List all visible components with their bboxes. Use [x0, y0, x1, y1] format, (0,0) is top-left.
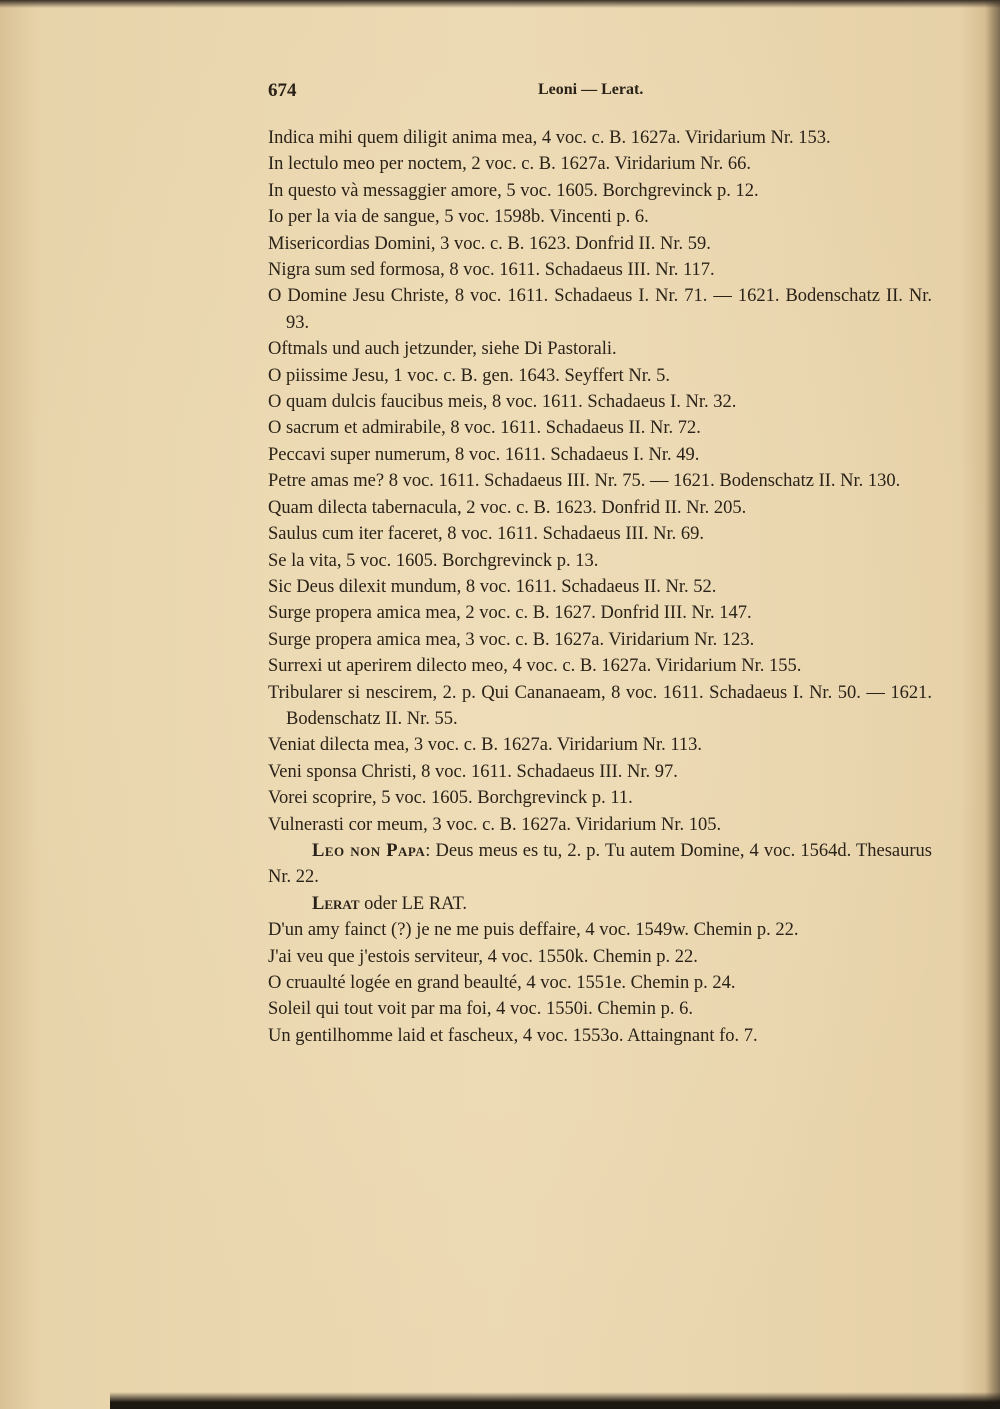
list-item: J'ai veu que j'estois serviteur, 4 voc. 1550k. Chemin p. 22.: [268, 946, 698, 967]
list-item: O quam dulcis faucibus meis, 8 voc. 1611. Schadaeus I. Nr. 32.: [268, 392, 737, 413]
list-item: Surge propera amica mea, 2 voc. c. B. 1627. Donfrid III. Nr. 147.: [268, 603, 752, 624]
page-right-edge: [985, 0, 1000, 1409]
composer-name: Lerat: [312, 893, 360, 914]
list-item: Indica mihi quem diligit anima mea, 4 voc. c. B. 1627a. Viridarium Nr. 153.: [268, 128, 831, 148]
page-top-edge: [0, 0, 1000, 8]
list-item: Saulus cum iter faceret, 8 voc. 1611. Schadaeus III. Nr. 69.: [268, 524, 704, 545]
list-item: In questo và messaggier amore, 5 voc. 1605. Borchgrevinck p. 12.: [268, 180, 759, 201]
running-head: Leoni — Lerat.: [538, 81, 644, 98]
list-item: Se la vita, 5 voc. 1605. Borchgrevinck p. 13.: [268, 550, 599, 571]
list-item: Sic Deus dilexit mundum, 8 voc. 1611. Schadaeus II. Nr. 52.: [268, 576, 717, 597]
entry-list-leoni: [268, 125, 932, 838]
list-item: Vulnerasti cor meum, 3 voc. c. B. 1627a. Viridarium Nr. 105.: [268, 814, 722, 835]
list-item: O sacrum et admirabile, 8 voc. 1611. Schadaeus II. Nr. 72.: [268, 418, 701, 439]
list-item: Un gentilhomme laid et fascheux, 4 voc. 1553o. Attaingnant fo. 7.: [268, 1025, 758, 1046]
list-item: Surrexi ut aperirem dilecto meo, 4 voc. c. B. 1627a. Viridarium Nr. 155.: [268, 656, 802, 677]
composer-entry-text: : Deus meus es tu, 2. p. Tu autem Domine, 4 voc. 1564d. Thesaurus Nr. 22.: [268, 840, 932, 888]
list-item: O piissime Jesu, 1 voc. c. B. gen. 1643. Seyffert Nr. 5.: [268, 365, 670, 386]
list-item: Surge propera amica mea, 3 voc. c. B. 1627a. Viridarium Nr. 123.: [268, 629, 755, 650]
composer-name-alt: oder LE RAT.: [359, 893, 468, 914]
list-item: Io per la via de sangue, 5 voc. 1598b. Vincenti p. 6.: [268, 207, 649, 228]
section-lerat: [268, 891, 932, 917]
list-item: Petre amas me? 8 voc. 1611. Schadaeus III. Nr. 75. — 1621. Bodenschatz II. Nr. 130.: [268, 471, 901, 492]
list-item: Vorei scoprire, 5 voc. 1605. Borchgrevinck p. 11.: [268, 788, 633, 809]
list-item: Veni sponsa Christi, 8 voc. 1611. Schadaeus III. Nr. 97.: [268, 761, 678, 782]
list-item: Nigra sum sed formosa, 8 voc. 1611. Schadaeus III. Nr. 117.: [268, 260, 715, 281]
list-item: Oftmals und auch jetzunder, siehe Di Pastorali.: [268, 339, 617, 360]
section-leo-non-papa: [268, 838, 932, 891]
page-number: 674: [268, 80, 297, 101]
list-item: Veniat dilecta mea, 3 voc. c. B. 1627a. Viridarium Nr. 113.: [268, 735, 703, 756]
list-item: In lectulo meo per noctem, 2 voc. c. B. 1627a. Viridarium Nr. 66.: [268, 154, 752, 175]
page-bottom-edge: [110, 1392, 1000, 1409]
list-item: Quam dilecta tabernacula, 2 voc. c. B. 1623. Donfrid II. Nr. 205.: [268, 497, 747, 518]
entry-list-lerat: [268, 917, 932, 1049]
list-item: Soleil qui tout voit par ma foi, 4 voc. 1550i. Chemin p. 6.: [268, 999, 693, 1020]
list-item: O cruaulté logée en grand beaulté, 4 voc. 1551e. Chemin p. 24.: [268, 973, 736, 993]
list-item: Misericordias Domini, 3 voc. c. B. 1623. Donfrid II. Nr. 59.: [268, 233, 711, 254]
page-header: [268, 80, 932, 106]
list-item: O Domine Jesu Christe, 8 voc. 1611. Schadaeus I. Nr. 71. — 1621. Bodenschatz II. Nr. 93.: [268, 286, 932, 333]
page-content: [268, 125, 932, 1049]
composer-name: Leo non Papa: [312, 840, 426, 861]
list-item: D'un amy fainct (?) je ne me puis deffaire, 4 voc. 1549w. Chemin p. 22.: [268, 920, 799, 941]
list-item: Tribularer si nescirem, 2. p. Qui Cananaeam, 8 voc. 1611. Schadaeus I. Nr. 50. — 1621. Bodenschatz II. Nr. 55.: [268, 682, 932, 729]
list-item: Peccavi super numerum, 8 voc. 1611. Schadaeus I. Nr. 49.: [268, 444, 700, 465]
